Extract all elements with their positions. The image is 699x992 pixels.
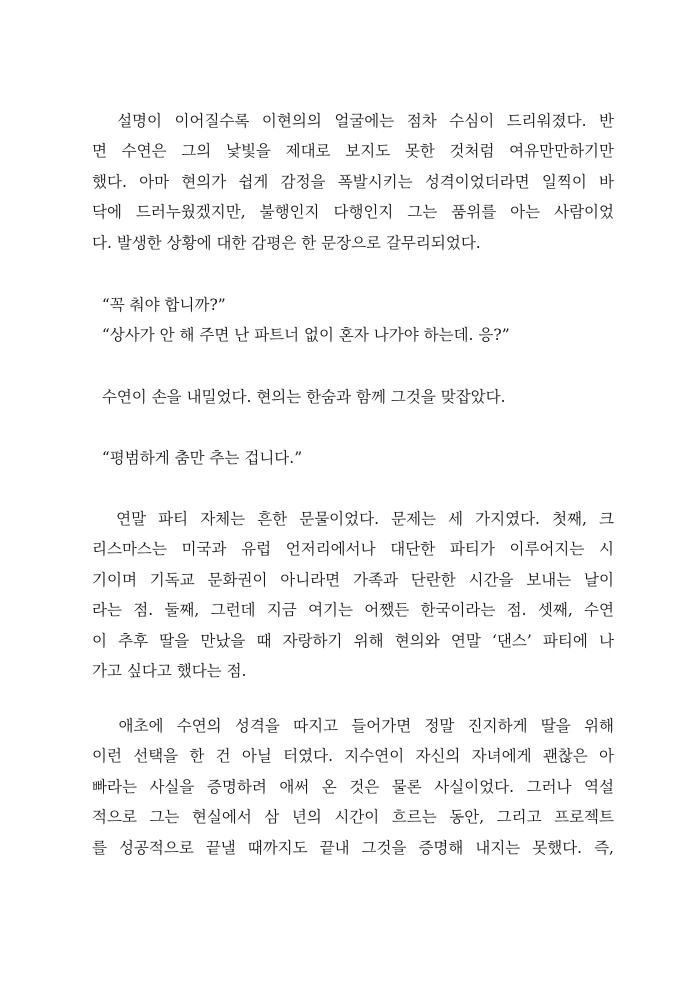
dialogue-line: “상사가 안 해 주면 난 파트너 없이 혼자 나가야 하는데. 응?”: [92, 326, 510, 345]
paragraph-line: 설명이 이어질수록 이현의의 얼굴에는 점차 수심이 드리워졌다. 반: [92, 112, 614, 130]
paragraph-line: 이 추후 딸을 만났을 때 자랑하기 위해 현의와 연말 ‘댄스’ 파티에 나: [92, 631, 614, 650]
paragraph-4: [92, 711, 614, 863]
paragraph-line: 했다. 아마 현의가 쉽게 감정을 폭발시키는 성격이었더라면 일찍이 바: [92, 172, 614, 191]
paragraph-line: 면 수연은 그의 낯빛을 제대로 보지도 못한 것처럼 여유만만하기만: [92, 142, 614, 161]
paragraph-line: 빠라는 사실을 증명하려 애써 온 것은 물론 사실이었다. 그러나 역설: [92, 777, 614, 796]
dialogue-1: [92, 290, 614, 351]
paragraph-line: 리스마스는 미국과 유럽 언저리에서나 대단한 파티가 이루어지는 시: [92, 540, 614, 559]
paragraph-line: 수연이 손을 내밀었다. 현의는 한숨과 함께 그것을 맞잡았다.: [92, 388, 506, 406]
dialogue-line: “평범하게 춤만 추는 겁니다.”: [92, 449, 303, 467]
paragraph-line: 애초에 수연의 성격을 따지고 들어가면 정말 진지하게 딸을 위해: [92, 717, 614, 735]
paragraph-line: 연말 파티 자체는 흔한 문물이었다. 문제는 세 가지였다. 첫째, 크: [92, 510, 614, 528]
paragraph-line: 라는 점. 둘째, 그런데 지금 여기는 어쨌든 한국이라는 점. 셋째, 수연: [92, 601, 614, 620]
paragraph-line: 닥에 드러누웠겠지만, 불행인지 다행인지 그는 품위를 아는 사람이었: [92, 203, 614, 222]
paragraph-3: [92, 504, 614, 686]
paragraph-line: 적으로 그는 현실에서 삼 년의 시간이 흐르는 동안, 그리고 프로젝트: [92, 808, 614, 827]
dialogue-2: [92, 443, 614, 473]
paragraph-line: 를 성공적으로 끝낼 때까지도 끝내 그것을 증명해 내지는 못했다. 즉,: [92, 838, 614, 857]
paragraph-1: [92, 106, 614, 258]
paragraph-line: 가고 싶다고 했다는 점.: [92, 661, 247, 680]
dialogue-line: “꼭 춰야 합니까?”: [92, 296, 226, 314]
paragraph-2: [92, 382, 614, 412]
paragraph-line: 다. 발생한 상황에 대한 감평은 한 문장으로 갈무리되었다.: [92, 233, 481, 252]
paragraph-line: 이런 선택을 한 건 아닐 터였다. 지수연이 자신의 자녀에게 괜찮은 아: [92, 747, 614, 766]
paragraph-line: 기이며 기독교 문화권이 아니라면 가족과 단란한 시간을 보내는 날이: [92, 570, 614, 589]
